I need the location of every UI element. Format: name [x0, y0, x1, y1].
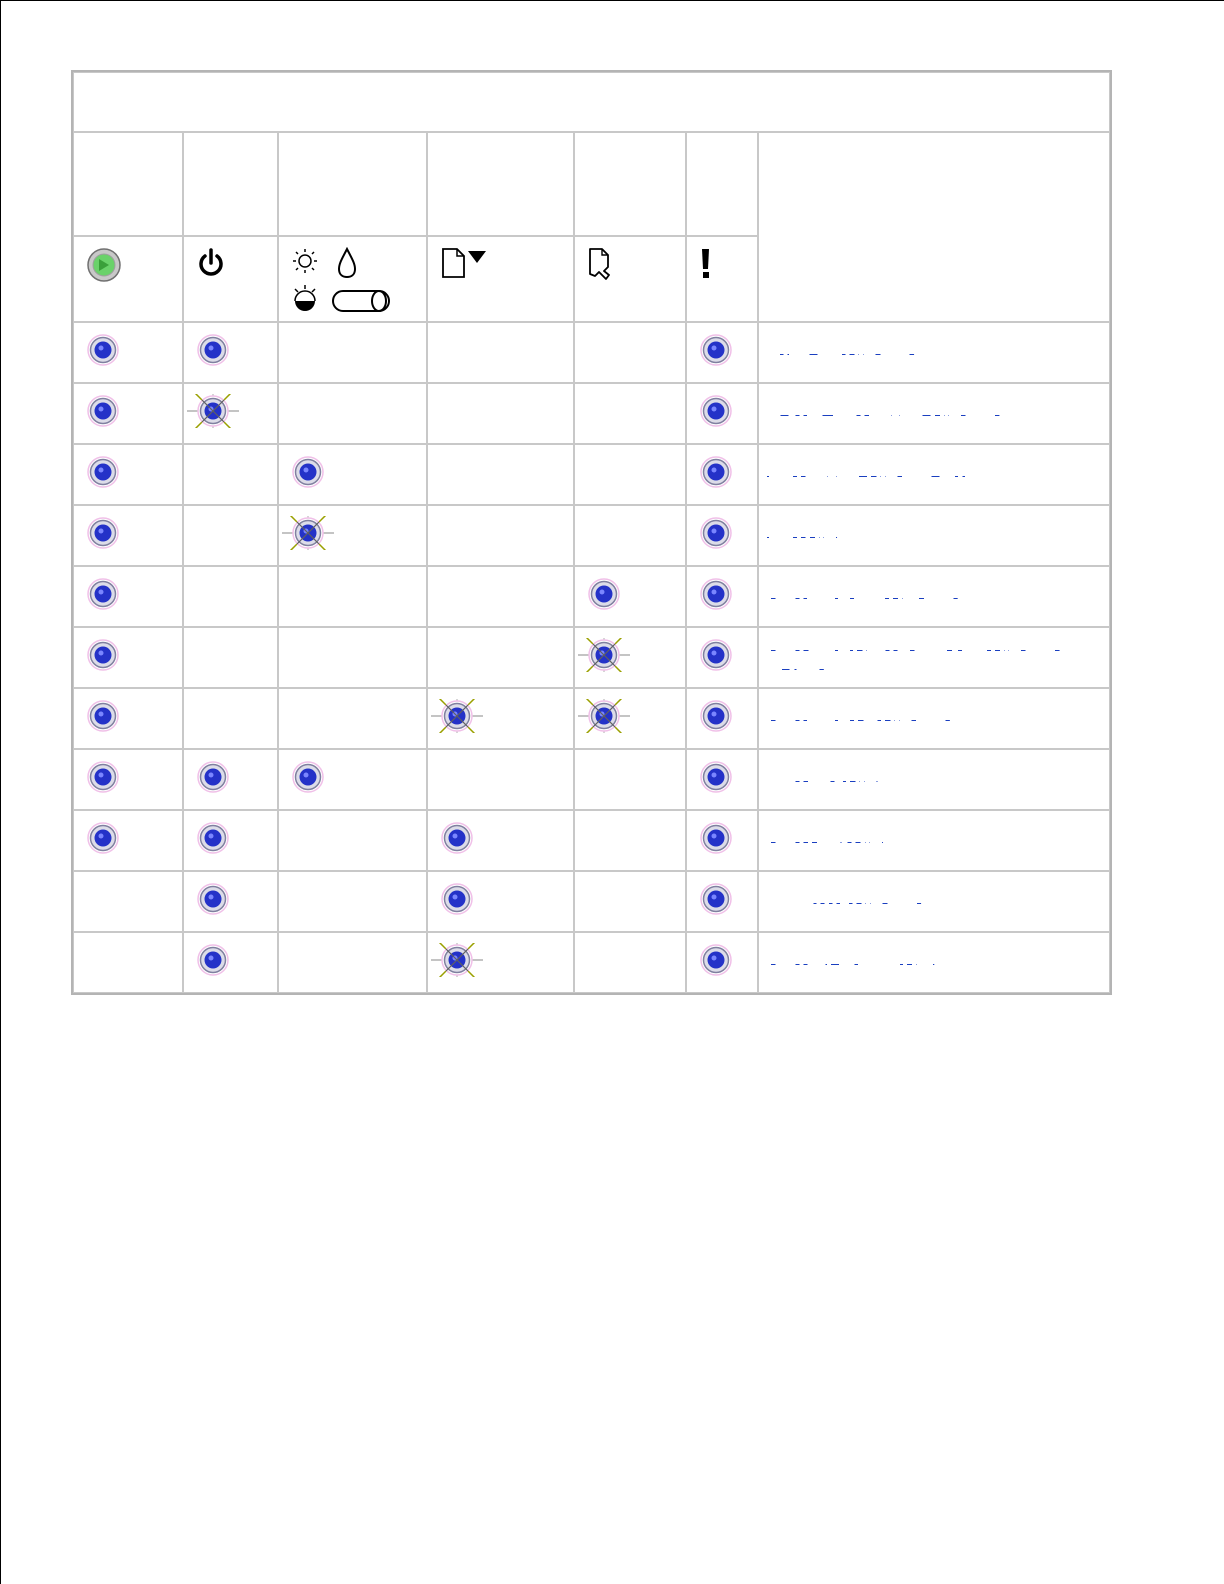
error-light-cell	[686, 505, 758, 566]
toner-light-cell	[278, 932, 427, 993]
error-description-link[interactable]	[767, 831, 883, 850]
paper-jam-light-cell	[574, 383, 686, 444]
header-toner	[278, 132, 427, 236]
table-row	[73, 810, 1110, 871]
error-description-link[interactable]	[767, 709, 950, 728]
power-light-cell	[183, 871, 278, 932]
light-on-icon	[196, 760, 230, 794]
paper-load-light-cell	[427, 688, 574, 749]
paper-jam-light-cell	[574, 322, 686, 383]
light-blinking-icon	[576, 638, 632, 672]
error-light-cell	[686, 749, 758, 810]
light-on-icon	[699, 333, 733, 367]
header-power	[183, 132, 278, 236]
error-light-cell	[686, 566, 758, 627]
continue-light-cell	[73, 322, 183, 383]
paper-jam-light-cell	[574, 810, 686, 871]
error-description-link[interactable]	[767, 770, 877, 789]
light-on-icon	[86, 760, 120, 794]
table-header-row	[73, 132, 1110, 236]
link-text	[767, 832, 883, 848]
continue-light-cell	[73, 932, 183, 993]
light-on-icon	[699, 882, 733, 916]
link-text	[767, 527, 837, 543]
paper-load-light-cell	[427, 810, 574, 871]
paper-load-light-cell	[427, 627, 574, 688]
power-light-cell	[183, 932, 278, 993]
continue-light-cell	[73, 383, 183, 444]
light-on-icon	[86, 394, 120, 428]
power-light-cell	[183, 810, 278, 871]
toner-light-cell	[278, 688, 427, 749]
link-text	[767, 588, 958, 604]
error-light-cell	[686, 810, 758, 871]
link-text	[767, 893, 921, 909]
paper-load-light-cell	[427, 505, 574, 566]
error-light-cell	[686, 322, 758, 383]
light-on-icon	[699, 760, 733, 794]
link-text	[767, 710, 950, 726]
error-light-cell	[686, 444, 758, 505]
light-on-icon	[699, 455, 733, 489]
light-on-icon	[196, 821, 230, 855]
link-text	[767, 771, 877, 787]
error-description-link[interactable]	[767, 404, 999, 423]
power-light-cell	[183, 322, 278, 383]
paper-jam-light-cell	[574, 749, 686, 810]
paper-jam-light-cell	[574, 444, 686, 505]
error-description-link[interactable]	[767, 343, 914, 362]
toner-light-cell	[278, 383, 427, 444]
continue-light-cell	[73, 871, 183, 932]
toner-light-cell	[278, 810, 427, 871]
paper-jam-light-cell	[574, 932, 686, 993]
paper-load-icon-cell	[427, 236, 574, 322]
continue-light-cell	[73, 688, 183, 749]
light-on-icon	[86, 333, 120, 367]
table-row	[73, 932, 1110, 993]
power-light-cell	[183, 383, 278, 444]
power-light-cell	[183, 566, 278, 627]
table-row	[73, 444, 1110, 505]
error-description-link[interactable]	[767, 587, 958, 606]
light-on-icon	[587, 577, 621, 611]
description-cell	[758, 566, 1110, 627]
power-light-cell	[183, 627, 278, 688]
toner-icon-cell	[278, 236, 427, 322]
light-on-icon	[196, 943, 230, 977]
toner-drum-icon	[291, 247, 401, 315]
header-description	[758, 132, 1110, 322]
continue-button-icon	[86, 247, 122, 283]
error-description-link[interactable]	[767, 465, 987, 484]
light-on-icon	[196, 882, 230, 916]
toner-light-cell	[278, 566, 427, 627]
link-text	[767, 954, 934, 970]
paper-load-light-cell	[427, 749, 574, 810]
table-row	[73, 505, 1110, 566]
light-blinking-icon	[185, 394, 241, 428]
continue-light-cell	[73, 810, 183, 871]
toner-light-cell	[278, 322, 427, 383]
light-blinking-icon	[280, 516, 336, 550]
light-on-icon	[86, 821, 120, 855]
error-description-link[interactable]	[767, 639, 1099, 677]
continue-light-cell	[73, 566, 183, 627]
continue-light-cell	[73, 444, 183, 505]
light-on-icon	[86, 455, 120, 489]
continue-light-cell	[73, 749, 183, 810]
description-cell	[758, 444, 1110, 505]
paper-jam-icon	[587, 247, 615, 281]
error-light-cell	[686, 871, 758, 932]
light-on-icon	[699, 577, 733, 611]
paper-load-light-cell	[427, 566, 574, 627]
description-cell	[758, 749, 1110, 810]
power-light-cell	[183, 688, 278, 749]
light-on-icon	[699, 821, 733, 855]
description-cell	[758, 688, 1110, 749]
light-on-icon	[86, 699, 120, 733]
error-light-cell	[686, 383, 758, 444]
table-row	[73, 322, 1110, 383]
paper-load-icon	[440, 247, 492, 279]
link-text	[767, 466, 987, 482]
table-row	[73, 749, 1110, 810]
description-cell	[758, 871, 1110, 932]
table-title-row	[73, 72, 1110, 132]
description-cell	[758, 810, 1110, 871]
toner-light-cell	[278, 505, 427, 566]
continue-icon-cell	[73, 236, 183, 322]
table-row	[73, 688, 1110, 749]
toner-light-cell	[278, 444, 427, 505]
table-row	[73, 566, 1110, 627]
header-paper-jam	[574, 132, 686, 236]
light-on-icon	[699, 638, 733, 672]
continue-light-cell	[73, 627, 183, 688]
power-light-cell	[183, 444, 278, 505]
paper-load-light-cell	[427, 383, 574, 444]
link-text	[767, 344, 914, 360]
error-description-link[interactable]	[767, 953, 934, 972]
paper-jam-icon-cell	[574, 236, 686, 322]
light-on-icon	[291, 760, 325, 794]
description-cell	[758, 505, 1110, 566]
description-cell	[758, 627, 1110, 688]
description-cell	[758, 322, 1110, 383]
light-blinking-icon	[576, 699, 632, 733]
error-icon	[699, 247, 713, 281]
light-on-icon	[699, 516, 733, 550]
error-light-cell	[686, 627, 758, 688]
light-on-icon	[86, 516, 120, 550]
light-on-icon	[440, 882, 474, 916]
light-on-icon	[86, 638, 120, 672]
light-on-icon	[699, 394, 733, 428]
power-light-cell	[183, 505, 278, 566]
light-on-icon	[86, 577, 120, 611]
power-light-cell	[183, 749, 278, 810]
table-row	[73, 627, 1110, 688]
paper-jam-light-cell	[574, 871, 686, 932]
light-blinking-icon	[429, 699, 485, 733]
table-title	[73, 72, 1110, 132]
paper-load-light-cell	[427, 871, 574, 932]
toner-light-cell	[278, 871, 427, 932]
header-error	[686, 132, 758, 236]
light-on-icon	[699, 943, 733, 977]
toner-light-cell	[278, 627, 427, 688]
header-paper-load	[427, 132, 574, 236]
description-cell	[758, 932, 1110, 993]
paper-jam-light-cell	[574, 505, 686, 566]
light-blinking-icon	[429, 943, 485, 977]
link-text	[767, 405, 999, 421]
light-on-icon	[291, 455, 325, 489]
error-light-cell	[686, 932, 758, 993]
error-description-link[interactable]	[767, 892, 921, 911]
error-light-cell	[686, 688, 758, 749]
error-description-link[interactable]	[767, 526, 837, 545]
light-on-icon	[699, 699, 733, 733]
paper-load-light-cell	[427, 322, 574, 383]
continue-light-cell	[73, 505, 183, 566]
table-row	[73, 871, 1110, 932]
paper-jam-light-cell	[574, 627, 686, 688]
paper-jam-light-cell	[574, 688, 686, 749]
paper-load-light-cell	[427, 932, 574, 993]
light-on-icon	[196, 333, 230, 367]
link-text	[767, 640, 1060, 675]
light-on-icon	[440, 821, 474, 855]
table-row	[73, 383, 1110, 444]
paper-load-light-cell	[427, 444, 574, 505]
description-cell	[758, 383, 1110, 444]
printer-light-sequence-table	[71, 70, 1112, 995]
paper-jam-light-cell	[574, 566, 686, 627]
toner-light-cell	[278, 749, 427, 810]
power-icon-cell	[183, 236, 278, 322]
power-icon	[196, 247, 226, 281]
header-continue	[73, 132, 183, 236]
error-icon-cell	[686, 236, 758, 322]
